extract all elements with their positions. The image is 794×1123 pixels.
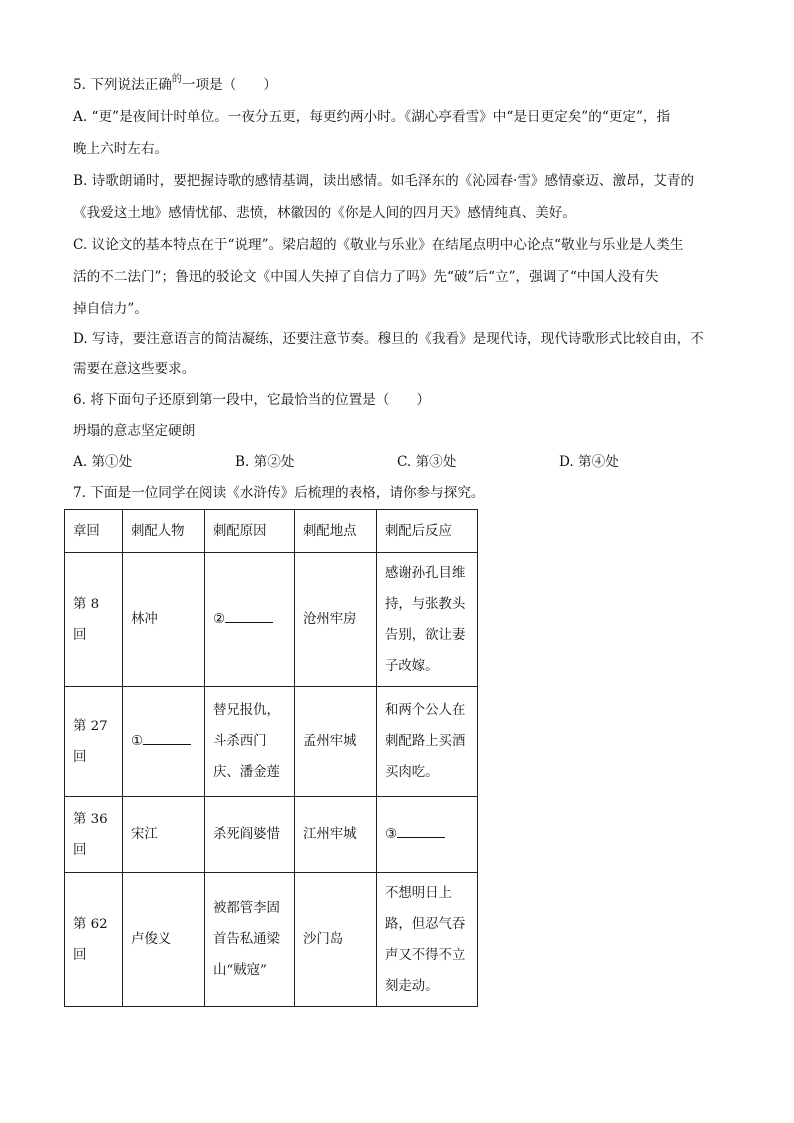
table-header-row [65, 510, 478, 553]
cell-chapter: 第 8 回 [65, 553, 123, 687]
cell-person [123, 687, 205, 797]
cell-chapter: 第 62 回 [65, 873, 123, 1007]
cell-reaction [377, 797, 478, 873]
q6-option-c[interactable]: C. 第③处 [397, 454, 457, 470]
q5-stem-tail: 一项是（ ） [181, 77, 278, 93]
cell-person: 卢俊义 [123, 873, 205, 1007]
table-row [65, 873, 478, 1007]
cell-place: 江州牢城 [295, 797, 377, 873]
q7-table [64, 509, 478, 1007]
q5-option-c-line2: 活的不二法门”；鲁迅的驳论文《中国人失掉了自信力了吗》先“破”后“立”，强调了“中国人没有失 [73, 269, 659, 285]
cell-reaction: 不想明日上路，但忍气吞声又不得不立刻走动。 [377, 873, 478, 1007]
header-chapter: 章回 [65, 510, 123, 553]
q5-option-c-line3: 掉自信力”。 [73, 301, 148, 317]
q5-option-c-line1: C. 议论文的基本特点在于“说理”。梁启超的《敬业与乐业》在结尾点明中心论点“敬业与乐业是人类生 [73, 237, 684, 253]
table-row [65, 797, 478, 873]
answer-blank[interactable] [397, 823, 445, 838]
answer-blank[interactable] [143, 730, 191, 745]
cell-reaction: 和两个公人在刺配路上买酒买肉吃。 [377, 687, 478, 797]
q5-stem [73, 75, 277, 97]
header-reason: 刺配原因 [205, 510, 295, 553]
cell-place: 沧州牢房 [295, 553, 377, 687]
q6-option-d[interactable]: D. 第④处 [559, 454, 619, 470]
table-row [65, 553, 478, 687]
cell-reason: 被都管李固首告私通梁山“贼寇” [205, 873, 295, 1007]
answer-blank[interactable] [225, 608, 273, 623]
blank-label: ③ [385, 827, 398, 842]
header-place: 刺配地点 [295, 510, 377, 553]
cell-chapter: 第 36 回 [65, 797, 123, 873]
cell-person: 林冲 [123, 553, 205, 687]
q5-option-d-line2: 需要在意这些要求。 [73, 361, 196, 377]
q6-sentence: 坍塌的意志坚定硬朗 [73, 423, 196, 439]
cell-place: 沙门岛 [295, 873, 377, 1007]
q7-stem: 7. 下面是一位同学在阅读《水浒传》后梳理的表格，请你参与探究。 [73, 485, 485, 501]
q5-option-a-line1: A. “更”是夜间计时单位。一夜分五更，每更约两小时。《湖心亭看雪》中“是日更定矣”的“更定”，指 [73, 109, 671, 125]
cell-reason: 杀死阎婆惜 [205, 797, 295, 873]
q6-option-a[interactable]: A. 第①处 [73, 454, 133, 470]
cell-reason [205, 553, 295, 687]
q5-option-b-line2: 《我爱这土地》感情忧郁、悲愤，林徽因的《你是人间的四月天》感情纯真、美好。 [73, 205, 576, 221]
blank-label: ② [213, 612, 226, 627]
cell-reason: 替兄报仇，斗杀西门庆、潘金莲 [205, 687, 295, 797]
cell-chapter: 第 27 回 [65, 687, 123, 797]
header-person: 刺配人物 [123, 510, 205, 553]
blank-label: ① [131, 734, 144, 749]
table-row [65, 687, 478, 797]
q5-stem-superscript: 的 [171, 74, 182, 85]
q5-option-d-line1: D. 写诗，要注意语言的简洁凝练，还要注意节奏。穆旦的《我看》是现代诗，现代诗歌形式比较自由，不 [73, 331, 704, 347]
header-reaction: 刺配后反应 [377, 510, 478, 553]
cell-place: 孟州牢城 [295, 687, 377, 797]
q5-option-b-line1: B. 诗歌朗诵时，要把握诗歌的感情基调，读出感情。如毛泽东的《沁园春·雪》感情豪迈、激昂，艾青的 [73, 173, 695, 189]
q5-option-a-line2: 晚上六时左右。 [73, 141, 169, 157]
q6-option-b[interactable]: B. 第②处 [235, 454, 295, 470]
q6-stem: 6. 将下面句子还原到第一段中，它最恰当的位置是（ ） [73, 392, 431, 408]
q5-stem-text: 5. 下列说法正确 [73, 77, 172, 93]
cell-person: 宋江 [123, 797, 205, 873]
cell-reaction: 感谢孙孔目维持，与张教头告别，欲让妻子改嫁。 [377, 553, 478, 687]
